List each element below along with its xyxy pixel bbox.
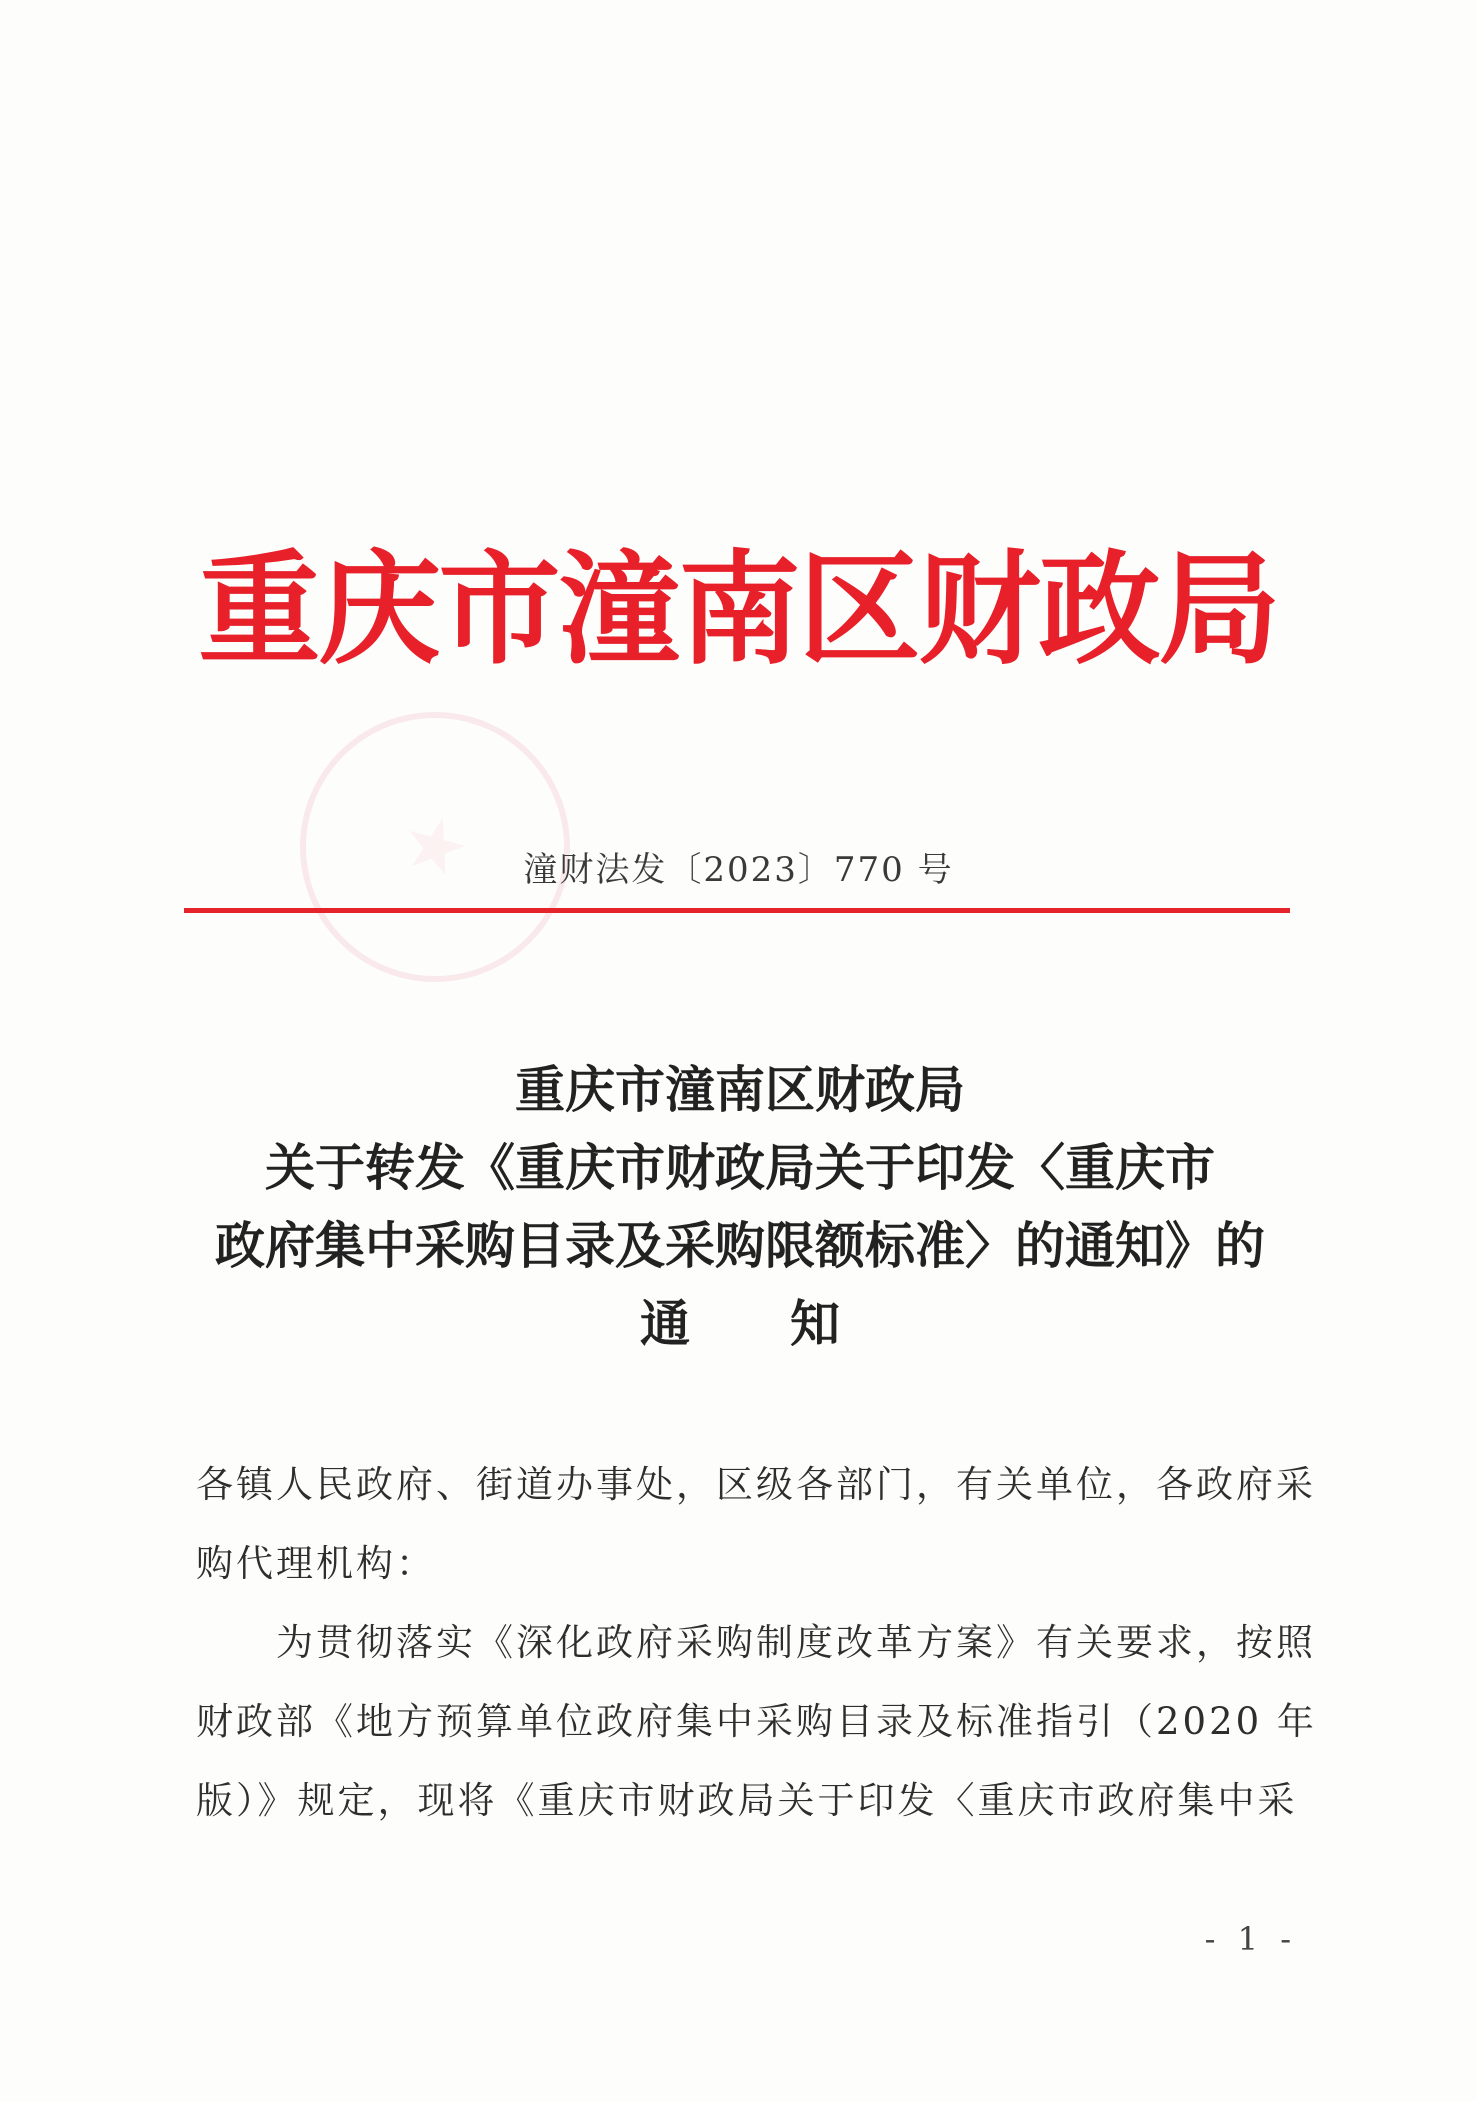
title-line-4: 通 知 (640, 1294, 840, 1353)
document-number: 潼财法发〔2023〕770 号 (523, 850, 954, 890)
title-line-1: 重庆市潼南区财政局 (515, 1060, 965, 1119)
body-paragraph-line-1: 为贯彻落实《深化政府采购制度改革方案》有关要求，按照 (276, 1621, 1316, 1664)
page-number: - 1 - (1204, 1920, 1297, 1958)
issuer-masthead: 重庆市潼南区财政局 (198, 537, 1279, 681)
body-paragraph-line-2: 财政部《地方预算单位政府集中采购目录及标准指引（2020 年 (196, 1700, 1317, 1743)
addressee-line-1: 各镇人民政府、街道办事处，区级各部门，有关单位，各政府采 (196, 1463, 1316, 1506)
title-line-2: 关于转发《重庆市财政局关于印发〈重庆市 (265, 1138, 1215, 1197)
addressee-line-2: 购代理机构： (196, 1542, 436, 1585)
red-divider-line (184, 908, 1290, 913)
body-paragraph-line-3: 版）》规定，现将《重庆市财政局关于印发〈重庆市政府集中采 (196, 1779, 1298, 1822)
title-line-3: 政府集中采购目录及采购限额标准〉的通知》的 (215, 1216, 1265, 1275)
